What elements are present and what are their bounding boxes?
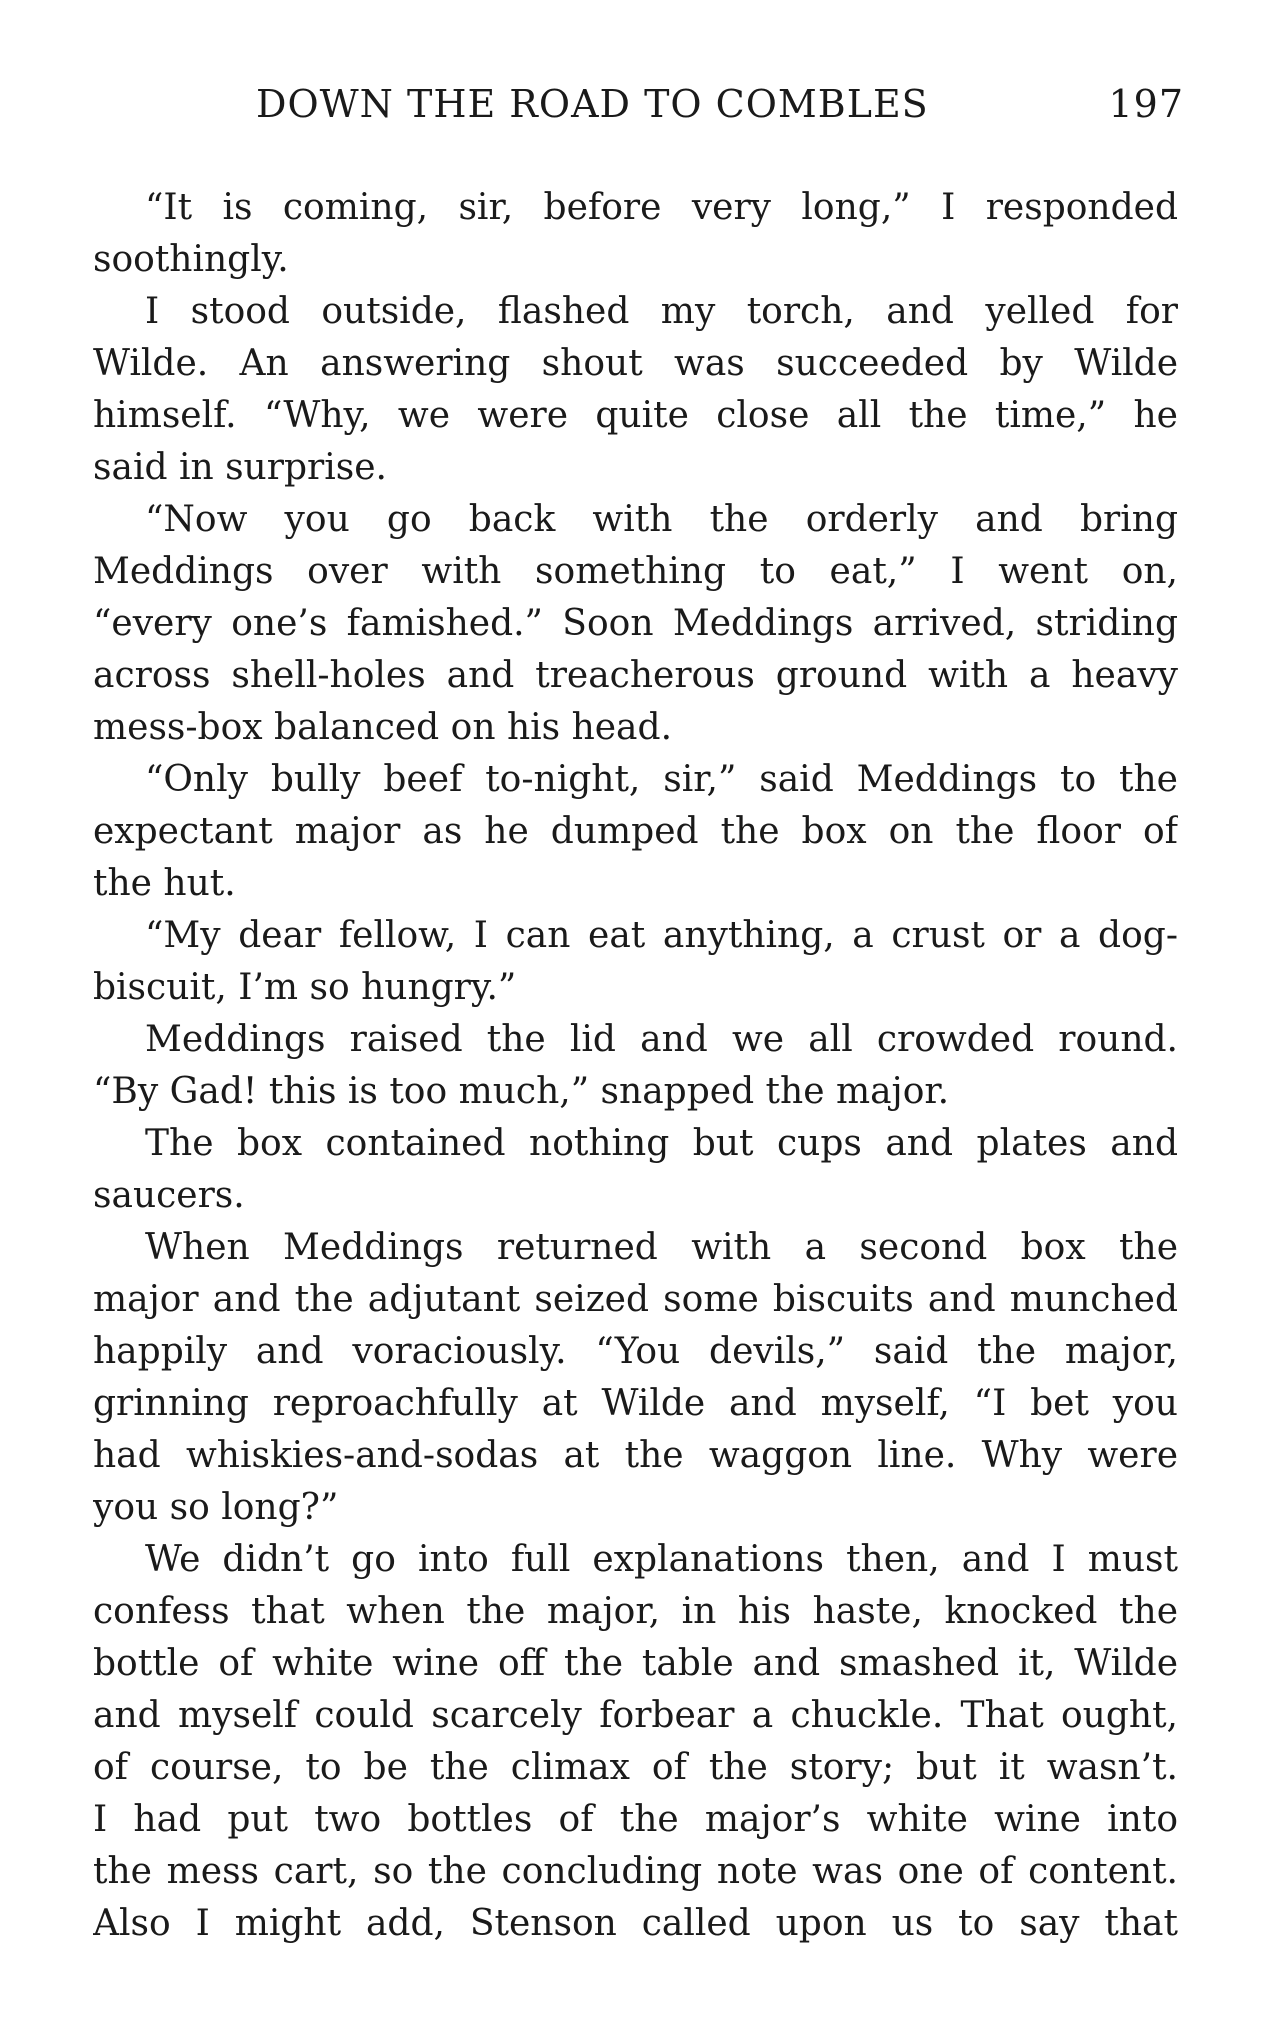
text-line: of course, to be the climax of the story; but it wasn’t. (93, 1747, 1178, 1788)
text-line: said in surprise. (93, 447, 387, 488)
text-line: and myself could scarcely forbear a chuckle. That ought, (93, 1695, 1178, 1736)
text-line: When Meddings returned with a second box the (145, 1227, 1178, 1268)
text-line: expectant major as he dumped the box on the floor of (93, 811, 1178, 852)
text-line: “It is coming, sir, before very long,” I responded (145, 187, 1178, 228)
text-line: the hut. (93, 863, 236, 904)
body-text (93, 182, 1178, 1950)
text-line: The box contained nothing but cups and plates and (145, 1123, 1178, 1164)
text-line: soothingly. (93, 239, 289, 280)
text-line: Meddings raised the lid and we all crowded round. (145, 1019, 1178, 1060)
text-line: “Now you go back with the orderly and bring (145, 499, 1178, 540)
text-line: bottle of white wine off the table and smashed it, Wilde (93, 1643, 1178, 1684)
text-line: confess that when the major, in his haste, knocked the (93, 1591, 1178, 1632)
text-line: “My dear fellow, I can eat anything, a crust or a dog- (145, 915, 1178, 956)
text-line: grinning reproachfully at Wilde and myself, “I bet you (93, 1383, 1178, 1424)
running-title: DOWN THE ROAD TO COMBLES (256, 82, 929, 126)
text-line: across shell-holes and treacherous ground with a heavy (93, 655, 1178, 696)
text-line: We didn’t go into full explanations then, and I must (145, 1539, 1178, 1580)
text-line: had whiskies-and-sodas at the waggon line. Why were (93, 1435, 1178, 1476)
text-line: “Only bully beef to-night, sir,” said Meddings to the (145, 759, 1178, 800)
text-line: major and the adjutant seized some biscuits and munched (93, 1279, 1178, 1320)
text-line: I had put two bottles of the major’s white wine into (93, 1799, 1178, 1840)
running-head (96, 82, 1184, 132)
text-line: the mess cart, so the concluding note was one of content. (93, 1851, 1178, 1892)
text-line: biscuit, I’m so hungry.” (93, 967, 517, 1008)
text-line: you so long?” (93, 1487, 339, 1528)
text-line: Also I might add, Stenson called upon us to say that (93, 1903, 1178, 1944)
text-line: himself. “Why, we were quite close all the time,” he (93, 395, 1178, 436)
page-number: 197 (1108, 82, 1184, 126)
text-line: “every one’s famished.” Soon Meddings arrived, striding (93, 603, 1178, 644)
text-line: Meddings over with something to eat,” I went on, (93, 551, 1178, 592)
text-line: I stood outside, flashed my torch, and yelled for (145, 291, 1178, 332)
text-line: happily and voraciously. “You devils,” said the major, (93, 1331, 1178, 1372)
text-line: “By Gad! this is too much,” snapped the major. (93, 1071, 950, 1112)
text-line: mess-box balanced on his head. (93, 707, 673, 748)
text-line: Wilde. An answering shout was succeeded by Wilde (93, 343, 1178, 384)
text-line: saucers. (93, 1175, 245, 1216)
